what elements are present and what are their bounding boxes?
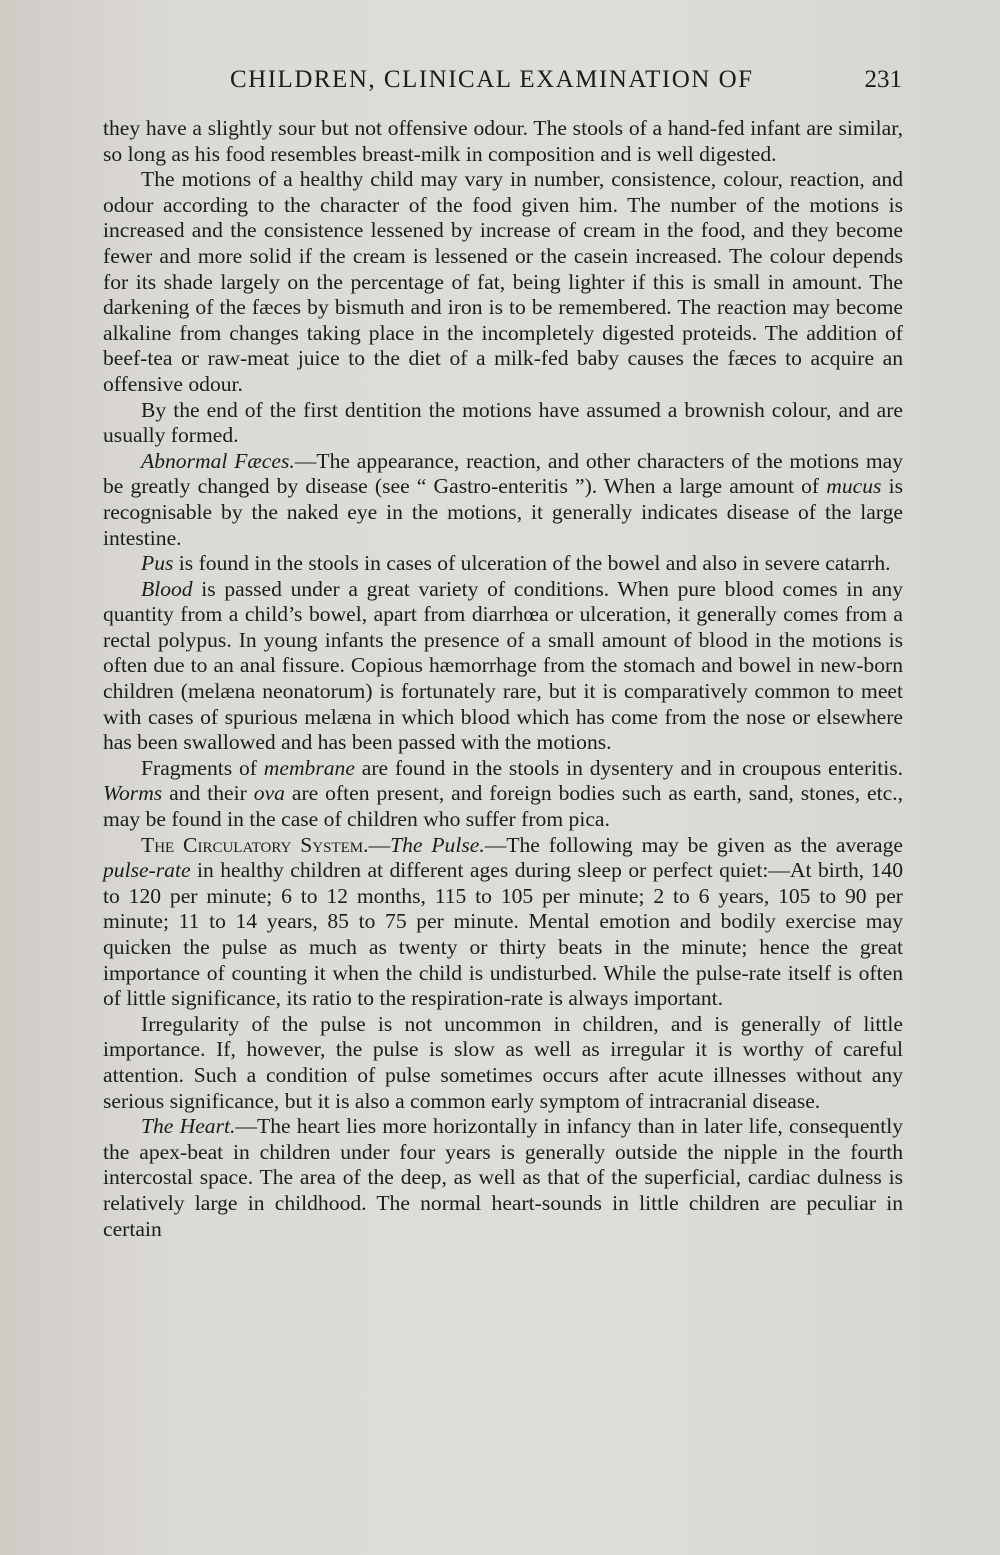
paragraph-text: —The appearance, reaction, and other characters of the motions may be greatly changed by disease (see “ Gastro-enteritis ”). When a large amount of (103, 448, 904, 499)
subheading-abnormal-faeces: Abnormal Fæces. (141, 448, 295, 473)
paragraph-text: By the end of the first dentition the motions have assumed a brownish colour, and are usually formed. (103, 397, 903, 448)
running-title: CHILDREN, CLINICAL EXAMINATION OF (230, 66, 754, 93)
term-pus: Pus (141, 551, 174, 576)
paragraph-healthy-motions (103, 167, 903, 397)
paragraph-pus (103, 551, 903, 577)
paragraph-text: —The heart lies more horizontally in infancy than in later life, consequently the apex-beat in children under four years is generally outside the nipple in the fourth intercostal space. The area of the deep, as well as that of the superficial, cardiac dulness is relatively large in childhood. The normal heart-sounds in little children are peculiar in certain (103, 1114, 903, 1241)
subheading-pulse: The Pulse. (390, 832, 485, 857)
paragraph-membrane-worms (103, 756, 903, 833)
paragraph-text: The motions of a healthy child may vary in number, consistence, colour, reaction, and odour according to the character of the food given him. The number of the motions is increased and the consistence lessened by increase of cream in the food, and they become fewer and more solid if the cream is lessened or the casein increased. The colour depends for its shade largely on the percentage of fat, being lighter if this is small in amount. The darkening of the fæces by bismuth and iron is to be remembered. The reaction may become alkaline from changes taking place in the incompletely digested proteids. The addition of beef-tea or raw-meat juice to the diet of a milk-fed baby causes the fæces to acquire an offensive odour. (103, 167, 903, 396)
paragraph-text: is recognisable by the naked eye in the motions, it generally indicates disease of the large intestine. (103, 474, 903, 550)
paragraph-text: is passed under a great variety of conditions. When pure blood comes in any quantity from a child’s bowel, apart from diarrhœa or ulceration, it generally comes from a rectal polypus. In young infants the presence of a small amount of blood in the motions is often due to an anal fissure. Copious hæmorrhage from the stomach and bowel in new-born children (melæna neonatorum) is fortunately rare, but it is comparatively common to meet with cases of spurious melæna in which blood which has come from the nose or elsewhere has been swallowed and has been passed with the motions. (103, 576, 903, 755)
paragraph-abnormal-faeces (103, 449, 903, 551)
term-pulse-rate: pulse-rate (103, 858, 191, 883)
paragraph-first-dentition (103, 398, 903, 449)
paragraph-circulatory-system (103, 833, 903, 1012)
term-membrane: membrane (263, 755, 355, 780)
paragraph-text: and their (162, 781, 254, 806)
term-blood: Blood (141, 576, 193, 601)
paragraph-text: are often present, and foreign bodies such as earth, sand, stones, etc., may be found in the case of children who suffer from pica. (103, 781, 903, 832)
paragraph-text: they have a slightly sour but not offensive odour. The stools of a hand-fed infant are similar, so long as his food resembles breast-milk in composition and is well digested. (103, 116, 903, 166)
term-worms: Worms (103, 781, 163, 806)
paragraph-heart (103, 1114, 903, 1242)
paragraph-stools-continuation (103, 116, 903, 167)
paragraph-text: Irregularity of the pulse is not uncommon in children, and is generally of little importance. If, however, the pulse is slow as well as irregular it is worthy of careful attention. Such a condition of pulse sometimes occurs after acute illnesses without any serious significance, but it is also a common early symptom of intracranial disease. (103, 1011, 903, 1113)
paragraph-text: is found in the stools in cases of ulceration of the bowel and also in severe catarrh. (173, 551, 891, 576)
paragraph-pulse-irregularity (103, 1012, 903, 1114)
term-ova: ova (253, 781, 285, 806)
running-head (104, 66, 904, 102)
heading-dash: — (368, 832, 391, 857)
paragraph-text: Fragments of (141, 755, 264, 780)
paragraph-blood (103, 577, 903, 756)
page-number: 231 (864, 66, 902, 93)
subheading-heart: The Heart. (141, 1114, 236, 1139)
section-heading-circulatory-system: The Circulatory System. (141, 832, 369, 857)
paragraph-text: —The following may be given as the average (484, 832, 903, 857)
body-text (103, 116, 903, 1242)
term-mucus: mucus (826, 474, 882, 499)
paragraph-text: are found in the stools in dysentery and in croupous enteritis. (354, 755, 903, 780)
paragraph-text: in healthy children at different ages during sleep or perfect quiet:—At birth, 140 to 120 per minute; 6 to 12 months, 115 to 105 per minute; 2 to 6 years, 105 to 90 per minute; 11 to 14 years, 85 to 75 per minute. Mental emotion and bodily exercise may quicken the pulse as much as twenty or thirty beats in the minute; hence the great importance of counting it when the child is undisturbed. While the pulse-rate itself is often of little significance, its ratio to the respiration-rate is always important. (103, 858, 903, 1011)
